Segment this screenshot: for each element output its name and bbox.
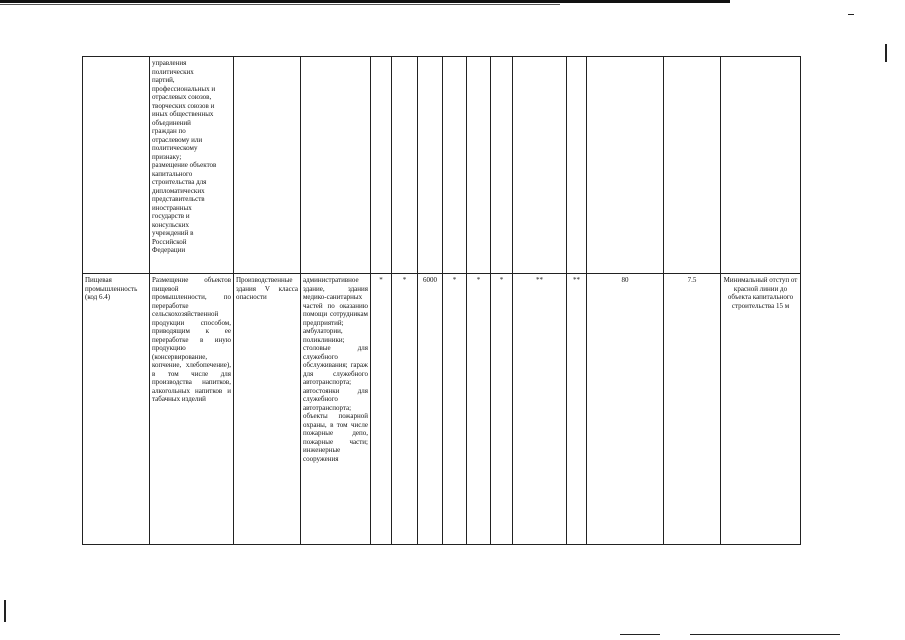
param-cell: ** (567, 274, 587, 545)
param-cell (467, 57, 491, 274)
param-cell (418, 57, 443, 274)
scan-edge-line (0, 4, 560, 5)
hazard-class-cell (234, 57, 301, 274)
zoning-regulations-table (82, 56, 801, 545)
aux-buildings-cell: административное здание, здания медико-санитарных частей по оказанию помощи сотрудникам предприятий; амбулатории, поликлиники; столовые для служебного обслуживания; гараж для служебного автотранспорта; автостоянки для служебного автотранспорта; объекты пожарной охраны, в том числе пожарные депо, пожарные части; инженерные сооружения (301, 274, 371, 545)
param-cell (587, 57, 664, 274)
param-cell (443, 57, 467, 274)
table-row (83, 57, 801, 274)
hazard-class-cell: Производственные здания V класса опасности (234, 274, 301, 545)
param-cell: * (491, 274, 513, 545)
notes-cell: Минимальный отступ от красной линии до объекта капитального строительства 15 м (721, 274, 801, 545)
purpose-description-cell: Размещение объектов пищевой промышленности, по переработке сельскохозяйственной продукции способом, приводящим к ее переработке в иную продукцию (консервирование, копчение, хлебопечение), в том числе для производства напитков, алкогольных напитков и табачных изделий (150, 274, 234, 545)
table-row (83, 274, 801, 545)
param-cell: * (443, 274, 467, 545)
param-cell: 7.5 (664, 274, 721, 545)
param-cell: 6000 (418, 274, 443, 545)
notes-cell (721, 57, 801, 274)
param-cell (664, 57, 721, 274)
param-cell: 80 (587, 274, 664, 545)
scan-edge-line (0, 0, 730, 3)
param-cell: * (392, 274, 418, 545)
param-cell (371, 57, 392, 274)
purpose-description-cell: управления политических партий, профессиональных и отраслевых союзов, творческих союзов и иных общественных объединений граждан по отраслевому или политическому признаку; размещение объектов капитального строительства для дипломатических представительств иностранных государств и консульских учреждений в Российской Федерации (150, 57, 234, 274)
land-use-name-cell (83, 57, 150, 274)
param-cell: ** (513, 274, 567, 545)
param-cell: * (371, 274, 392, 545)
param-cell (513, 57, 567, 274)
scan-speck (620, 634, 660, 635)
aux-buildings-cell (301, 57, 371, 274)
param-cell (567, 57, 587, 274)
scan-speck (885, 44, 887, 62)
param-cell (392, 57, 418, 274)
scan-speck (848, 14, 854, 15)
param-cell: * (467, 274, 491, 545)
land-use-name-cell: Пищевая промышленность (код 6.4) (83, 274, 150, 545)
scan-speck (4, 600, 6, 622)
param-cell (491, 57, 513, 274)
scan-speck (690, 634, 840, 635)
